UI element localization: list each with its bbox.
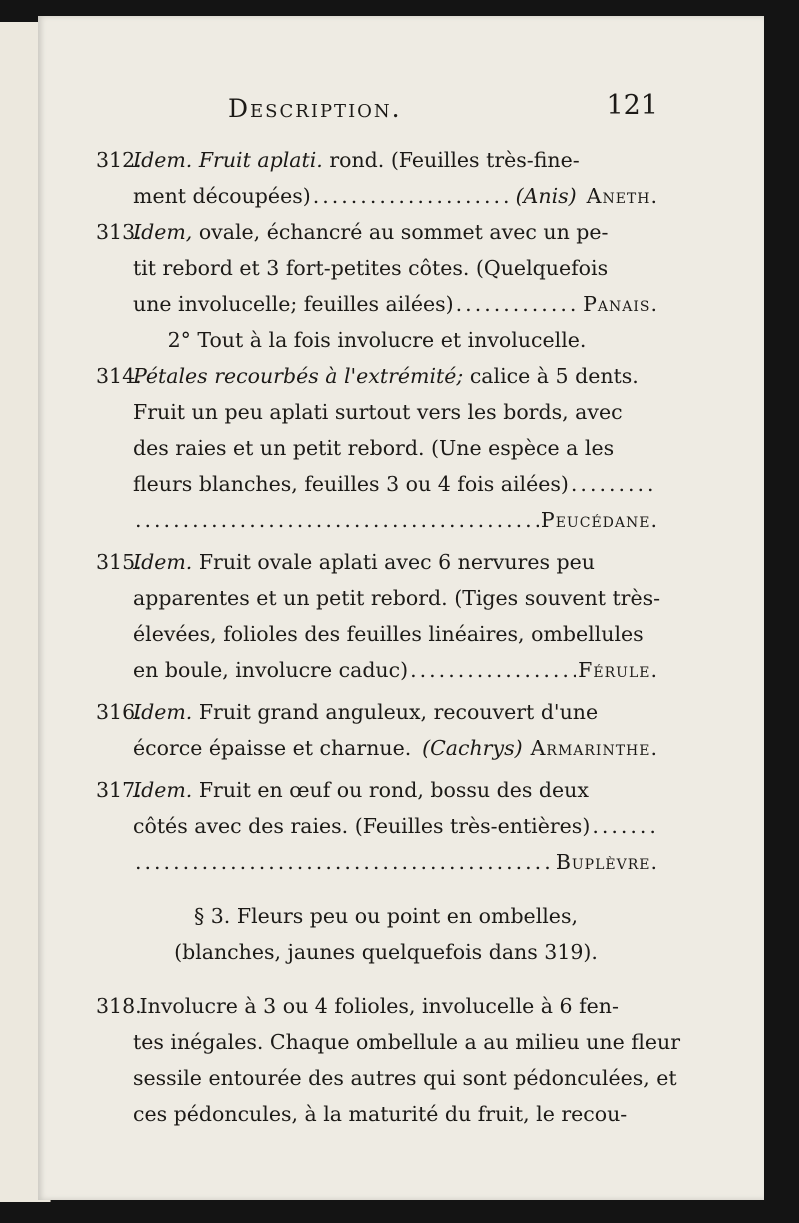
entry-text: Fruit en œuf ou rond, bossu des deux [192,778,589,802]
entry-text: ment découpées) [133,184,311,208]
entry-number: 314. [96,364,142,388]
entry-315-line-2 [96,580,661,616]
entry-318-line-2 [96,1024,681,1060]
entry-text: tes inégales. Chaque ombellule a au milieu une fleur [133,1030,681,1054]
latin-name: (Cachrys) [422,736,523,760]
entry-text: ces pédoncules, à la maturité du fruit, le recou- [133,1102,628,1126]
entry-text: fleurs blanches, feuilles 3 ou 4 fois ailées) [133,472,569,496]
entry-317-line-2 [96,808,658,844]
entry-313-line-3 [96,286,658,322]
entry-text: Involucre à 3 ou 4 folioles, involucelle à 6 fen- [133,994,619,1018]
plant-name: Panais. [583,292,658,316]
entry-text: tit rebord et 3 fort-petites côtes. (Quelquefois [133,256,609,280]
entry-text: côtés avec des raies. (Feuilles très-entières) [133,814,591,838]
entry-text: calice à 5 dents. [463,364,639,388]
dot-leader [592,808,656,844]
section-heading: § 3. Fleurs peu ou point en ombelles, [194,904,578,928]
entry-italic: Idem. [133,550,193,574]
entry-number: 313. [96,220,142,244]
entry-316-line-1 [96,694,658,730]
dot-leader [456,286,581,322]
entry-314-line-4 [96,466,658,502]
section-heading: (blanches, jaunes quelquefois dans 319). [174,940,598,964]
entry-314-line-2 [96,394,658,430]
entry-number: 315. [96,550,142,574]
section-heading-line-2 [96,934,658,970]
plant-name: Buplèvre. [555,850,658,874]
subheading [96,322,658,358]
dot-leader [313,178,514,214]
entry-312-line-2 [96,178,658,214]
entry-312-line-1 [96,142,658,178]
dot-leader [571,466,656,502]
plant-name: Peucédane. [540,508,658,532]
plant-name: Férule. [578,658,658,682]
entry-text: ovale, échancré au sommet avec un pe- [192,220,609,244]
entry-number: 317. [96,778,142,802]
entry-text: écorce épaisse et charnue. [133,736,412,760]
entry-314-line-5 [96,502,658,538]
page-number: 121 [606,90,658,121]
entry-314-line-3 [96,430,658,466]
entry-italic: Idem. [133,778,193,802]
entry-313-line-2 [96,250,658,286]
plant-name: Aneth. [586,184,658,208]
entry-text: Fruit ovale aplati avec 6 nervures peu [192,550,595,574]
entry-text: une involucelle; feuilles ailées) [133,292,454,316]
entry-314-line-1 [96,358,658,394]
running-header [228,90,658,130]
entry-316-line-2 [96,730,658,766]
dot-leader [135,844,554,880]
entry-318-line-4 [96,1096,658,1132]
latin-name: (Anis) [515,184,577,208]
entry-text: Fruit grand anguleux, recouvert d'une [192,700,599,724]
entry-italic: Idem, [133,220,193,244]
entry-text: en boule, involucre caduc) [133,658,409,682]
entry-number: 312. [96,148,142,172]
entry-italic: Idem. Fruit aplati. [133,148,323,172]
entry-318-line-3 [96,1060,677,1096]
entry-number: 318. [96,994,142,1018]
subheading-text: 2° Tout à la fois involucre et involucelle. [167,328,587,352]
plant-name: Armarinthe. [530,736,658,760]
section-heading-line-1 [96,898,658,934]
entry-text: sessile entourée des autres qui sont pédonculées, et [133,1066,677,1090]
entry-text: Fruit un peu aplati surtout vers les bords, avec [133,400,623,424]
entry-text: des raies et un petit rebord. (Une espèce a les [133,436,615,460]
entry-number: 316. [96,700,142,724]
entry-315-line-1 [96,544,658,580]
entry-text: apparentes et un petit rebord. (Tiges souvent très- [133,586,661,610]
entry-317-line-3 [96,844,658,880]
entry-317-line-1 [96,772,658,808]
dot-leader [135,502,539,538]
entry-315-line-3 [96,616,658,652]
entry-313-line-1 [96,214,658,250]
entry-italic: Pétales recourbés à l'extrémité; [133,364,464,388]
entry-318-line-1 [96,988,658,1024]
header-title: Description. [228,94,402,123]
entry-315-line-4 [96,652,658,688]
entry-text: élevées, folioles des feuilles linéaires, ombellules [133,622,644,646]
entry-text: rond. (Feuilles très-fine- [322,148,580,172]
dot-leader [410,652,576,688]
body-text [96,142,681,1132]
entry-italic: Idem. [133,700,193,724]
